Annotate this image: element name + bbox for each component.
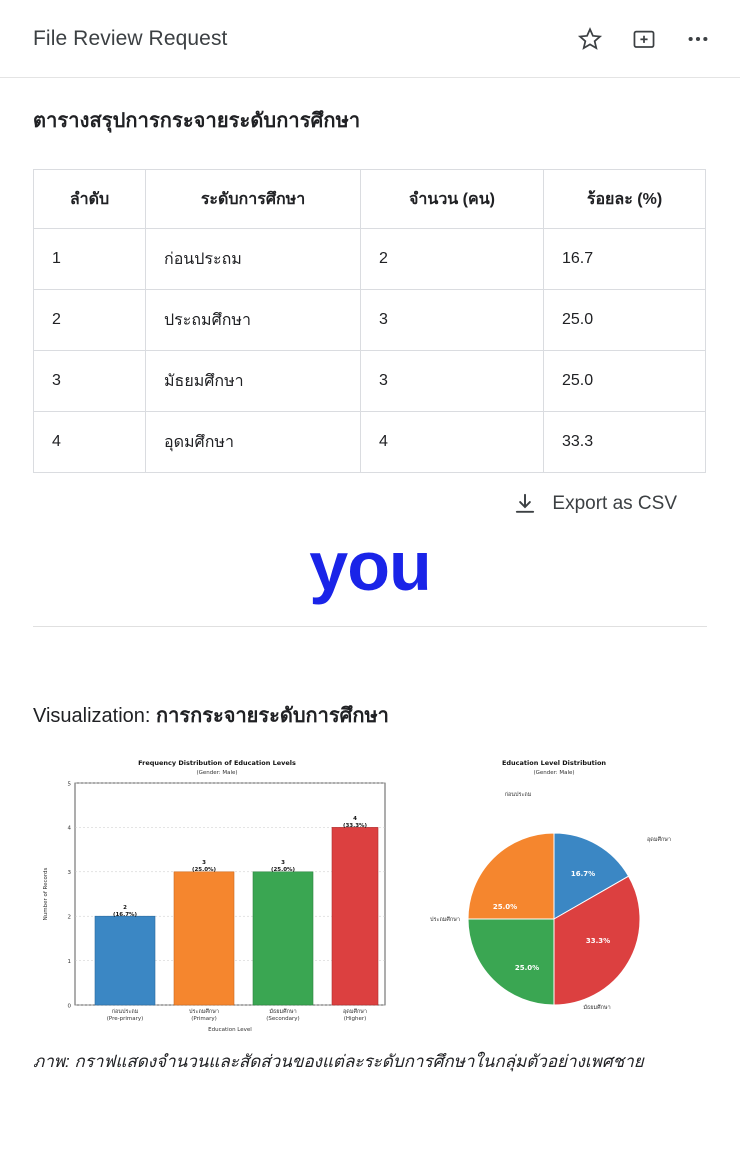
svg-text:33.3%: 33.3%: [585, 937, 611, 945]
export-csv-button[interactable]: [33, 491, 707, 517]
table-header-row: [34, 170, 706, 229]
svg-text:(25.0%): (25.0%): [191, 867, 217, 873]
pie-chart: [401, 751, 707, 1041]
bar-1: [174, 872, 234, 1005]
add-to-folder-icon[interactable]: [630, 25, 658, 53]
section-divider: [33, 626, 707, 627]
svg-text:4: 4: [67, 825, 71, 832]
svg-text:3: 3: [281, 860, 285, 866]
pie-label-pre-primary: ก่อนประถม: [504, 792, 532, 798]
star-icon[interactable]: [576, 25, 604, 53]
main-content: [0, 104, 740, 605]
svg-text:0: 0: [67, 1003, 71, 1010]
svg-text:ประถมศึกษา: ประถมศึกษา: [189, 1009, 219, 1015]
table-cell: 2: [34, 290, 146, 351]
bar-chart-ylabel: Number of Records: [43, 867, 49, 921]
section-title: ตารางสรุปการกระจายระดับการศึกษา: [33, 110, 361, 132]
table-cell: 4: [34, 412, 146, 473]
pie-chart-title: Education Level Distribution: [501, 759, 607, 767]
bar-chart: [33, 751, 401, 1041]
summary-table: [33, 169, 706, 473]
table-header-cell: ร้อยละ (%): [544, 170, 706, 229]
bar-2: [253, 872, 313, 1005]
table-cell: 25.0: [544, 290, 706, 351]
table-cell: 4: [361, 412, 544, 473]
visualization-title-prefix: Visualization:: [33, 705, 157, 727]
table-cell: 3: [361, 290, 544, 351]
table-row: [34, 290, 706, 351]
table-cell: 16.7: [544, 229, 706, 290]
table-header-cell: ลำดับ: [34, 170, 146, 229]
visualization-section: [0, 699, 740, 1075]
table-header-cell: จำนวน (คน): [361, 170, 544, 229]
charts-row: [33, 751, 707, 1041]
table-cell: ประถมศึกษา: [146, 290, 361, 351]
more-options-icon[interactable]: [684, 25, 712, 53]
pie-label-higher: อุดมศึกษา: [646, 837, 672, 843]
table-cell: 2: [361, 229, 544, 290]
page-title: File Review Request: [33, 26, 228, 50]
svg-text:4: 4: [353, 816, 357, 822]
chart-caption: ภาพ: กราฟแสดงจำนวนและสัดส่วนของแต่ละระดับการศึกษาในกลุ่มตัวอย่างเพศชาย: [33, 1052, 644, 1071]
svg-text:(33.3%): (33.3%): [342, 823, 368, 829]
svg-text:มัธยมศึกษา: มัธยมศึกษา: [269, 1009, 297, 1015]
table-row: [34, 412, 706, 473]
annotation-text: you: [309, 527, 431, 605]
svg-text:3: 3: [202, 860, 206, 866]
svg-text:25.0%: 25.0%: [514, 964, 540, 972]
svg-text:16.7%: 16.7%: [570, 870, 596, 878]
table-cell: อุดมศึกษา: [146, 412, 361, 473]
svg-text:อุดมศึกษา: อุดมศึกษา: [342, 1009, 368, 1015]
table-cell: 1: [34, 229, 146, 290]
app-header: [0, 0, 740, 78]
table-row: [34, 229, 706, 290]
table-row: [34, 351, 706, 412]
table-cell: 33.3: [544, 412, 706, 473]
svg-text:(16.7%): (16.7%): [112, 912, 138, 918]
table-cell: ก่อนประถม: [146, 229, 361, 290]
bar-3: [332, 827, 378, 1005]
export-csv-label: Export as CSV: [552, 493, 677, 514]
table-cell: 3: [361, 351, 544, 412]
table-cell: 25.0: [544, 351, 706, 412]
summary-table-wrapper: [33, 169, 707, 473]
svg-text:(Higher): (Higher): [343, 1016, 367, 1022]
table-cell: มัธยมศึกษา: [146, 351, 361, 412]
svg-text:1: 1: [67, 959, 71, 965]
svg-text:2: 2: [123, 905, 127, 911]
bar-chart-subtitle: (Gender: Male): [196, 770, 238, 776]
svg-text:(Secondary): (Secondary): [266, 1016, 300, 1022]
bar-0: [95, 916, 155, 1005]
pie-label-secondary: มัธยมศึกษา: [583, 1005, 611, 1011]
svg-text:3: 3: [67, 870, 71, 876]
svg-text:25.0%: 25.0%: [492, 903, 518, 911]
bar-chart-title: Frequency Distribution of Education Levels: [138, 759, 296, 767]
table-cell: 3: [34, 351, 146, 412]
download-icon: [512, 491, 538, 517]
visualization-title-strong: การกระจายระดับการศึกษา: [156, 705, 389, 727]
pie-chart-subtitle: (Gender: Male): [533, 770, 575, 776]
visualization-title: [33, 699, 707, 731]
svg-text:2: 2: [67, 914, 71, 921]
svg-text:ก่อนประถม: ก่อนประถม: [111, 1009, 139, 1015]
svg-text:(Pre-primary): (Pre-primary): [106, 1016, 144, 1022]
svg-text:(25.0%): (25.0%): [270, 867, 296, 873]
svg-text:5: 5: [67, 781, 71, 788]
table-header-cell: ระดับการศึกษา: [146, 170, 361, 229]
header-actions: [576, 25, 712, 53]
bar-chart-xlabel: Education Level: [208, 1027, 252, 1033]
pie-label-primary: ประถมศึกษา: [430, 917, 460, 923]
svg-text:(Primary): (Primary): [191, 1016, 217, 1022]
